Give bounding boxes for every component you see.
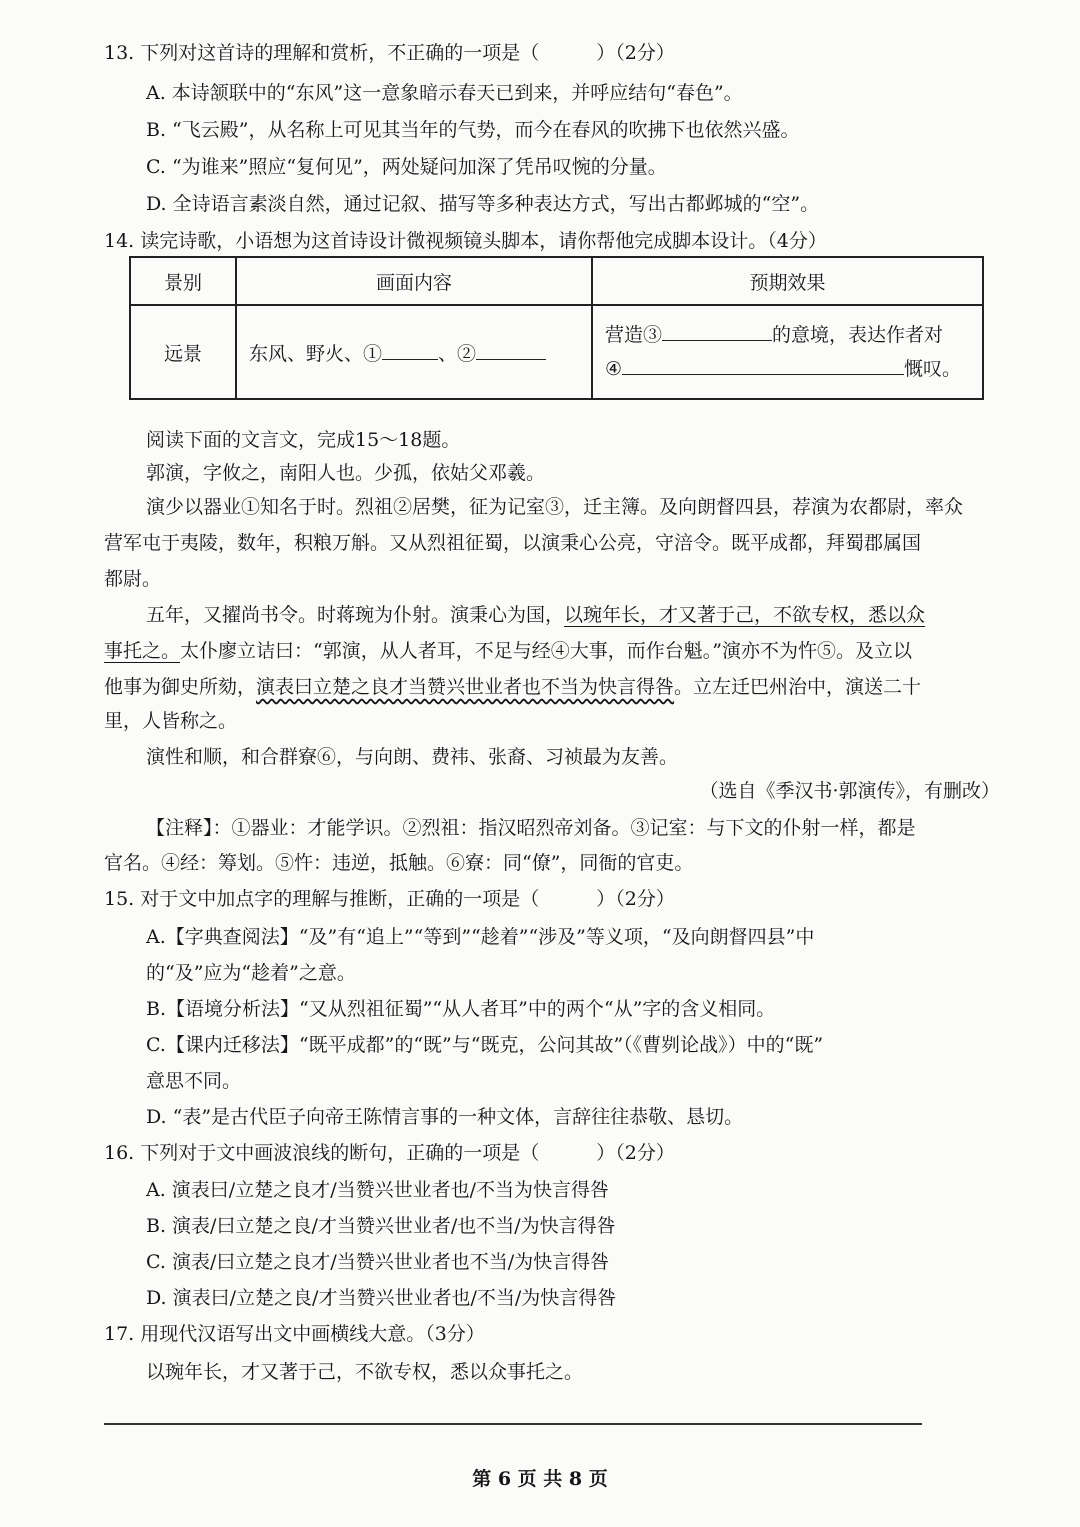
notes-line2: 官名。④经：筹划。⑤忤：违逆，抵触。⑥寮：同“僚”，同衙的官吏。 [104,852,694,874]
table-header-row [130,257,983,305]
q15-option-a-line1: A.【字典查阅法】“及”有“追上”“等到”“趁着”“涉及”等义项，“及向朗督四县”中 [146,926,815,948]
passage-p3-line1 [146,602,925,628]
p3-line3-tail: 。立左迁巴州治中，演送二十 [674,676,922,698]
p3-line1-plain: 五年，又擢尚书令。时蒋琬为仆射。演秉心为国， [146,604,565,626]
passage-p2-line3: 都尉。 [104,568,162,590]
passage-p4: 演性和顺，和合群寮⑥，与向朗、费祎、张裔、习祯最为友善。 [146,746,679,768]
passage-intro: 阅读下面的文言文，完成15～18题。 [146,429,461,451]
q16-option-c: C. 演表/曰立楚之良才/当赞兴世业者也不当/为快言得咎 [146,1251,610,1273]
q16-option-b: B. 演表/曰立楚之良/才当赞兴世业者/也不当/为快言得咎 [146,1215,616,1237]
q13-option-a: A. 本诗颔联中的“东风”这一意象暗示春天已到来，并呼应结句“春色”。 [146,82,743,104]
p3-line3-plain: 他事为御史所劾， [104,676,257,698]
cell-content [236,305,592,399]
passage-p3-line3 [104,674,921,700]
effect-suffix: 慨叹。 [904,358,962,380]
effect-num: ④ [605,358,623,380]
page-footer: 第 6 页 共 8 页 [472,1468,608,1490]
passage-p2-line1: 演少以器业①知名于时。烈祖②居樊，征为记室③，迁主簿。及向朗督四县，荐演为农都尉，率众 [146,496,964,518]
p3-line2-plain: 太仆廖立诘曰：“郭演，从人者耳，不足与经④大事，而作台魁。”演亦不为忤⑤。及立以 [180,640,912,662]
effect-prefix: 营造③ [605,324,663,346]
q15-option-a-line2: 的“及”应为“趁着”之意。 [146,962,356,984]
blank-1[interactable] [382,341,438,360]
content-sep: 、② [438,342,477,365]
q15-option-c-line1: C.【课内迁移法】“既平成都”的“既”与“既克，公问其故”（《曹刿论战》）中的“既” [146,1034,824,1056]
passage-p3-line4: 里，人皆称之。 [104,710,238,732]
underlined-sentence-part2: 事托之。 [104,640,181,662]
header-effect: 预期效果 [592,257,983,305]
header-content: 画面内容 [236,257,592,305]
notes-line1: 【注释】：①器业：才能学识。②烈祖：指汉昭烈帝刘备。③记室：与下文的仆射一样，都是 [146,817,916,839]
q16-option-a: A. 演表曰/立楚之良才/当赞兴世业者也/不当为快言得咎 [146,1179,610,1201]
q16-option-d: D. 演表曰/立楚之良/才当赞兴世业者也/不当/为快言得咎 [146,1287,617,1309]
q17-sentence: 以琬年长，才又著于己，不欲专权，悉以众事托之。 [146,1361,584,1383]
q15-stem: 15. 对于文中加点字的理解与推断，正确的一项是（ ）（2分） [104,888,675,910]
passage-p3-line2 [104,638,912,664]
header-shot: 景别 [130,257,236,305]
q15-option-d: D. “表”是古代臣子向帝王陈情言事的一种文体，言辞往往恭敬、恳切。 [146,1106,744,1128]
cell-shot: 远景 [130,305,236,399]
underlined-sentence-part1: 以琬年长，才又著于己，不欲专权，悉以众 [564,604,926,626]
table-row [130,305,983,399]
cell-effect [592,305,983,399]
q15-option-b: B.【语境分析法】“又从烈祖征蜀”“从人者耳”中的两个“从”字的含义相同。 [146,998,776,1020]
blank-2[interactable] [476,341,546,360]
passage-p2-line2: 营军屯于夷陵，数年，积粮万斛。又从烈祖征蜀，以演秉心公亮，守涪令。既平成都，拜蜀郡属国 [104,532,922,554]
effect-middle: 的意境，表达作者对 [772,324,944,346]
q13-stem: 13. 下列对这首诗的理解和赏析，不正确的一项是（ ）（2分） [104,42,675,64]
q17-stem: 17. 用现代汉语写出文中画横线大意。（3分） [104,1323,485,1345]
blank-4[interactable] [622,356,904,375]
q13-option-b: B. “飞云殿”，从名称上可见其当年的气势，而今在春风的吹拂下也依然兴盛。 [146,119,800,141]
content-prefix: 东风、野火、① [249,342,383,365]
passage-source: （选自《季汉书·郭演传》，有删改） [699,780,1000,802]
q15-option-c-line2: 意思不同。 [146,1070,242,1092]
script-table [129,256,984,400]
q14-stem: 14. 读完诗歌，小语想为这首诗设计微视频镜头脚本，请你帮他完成脚本设计。（4分） [104,230,827,252]
answer-line[interactable] [104,1423,922,1425]
q16-stem: 16. 下列对于文中画波浪线的断句，正确的一项是（ ）（2分） [104,1142,675,1164]
q13-option-d: D. 全诗语言素淡自然，通过记叙、描写等多种表达方式，写出古都邺城的“空”。 [146,193,820,215]
wavy-sentence: 演表曰立楚之良才当赞兴世业者也不当为快言得咎 [256,676,675,698]
passage-p1: 郭演，字攸之，南阳人也。少孤，依姑父邓羲。 [146,462,546,484]
q13-option-c: C. “为谁来”照应“复何见”，两处疑问加深了凭吊叹惋的分量。 [146,156,667,178]
blank-3[interactable] [662,322,772,341]
